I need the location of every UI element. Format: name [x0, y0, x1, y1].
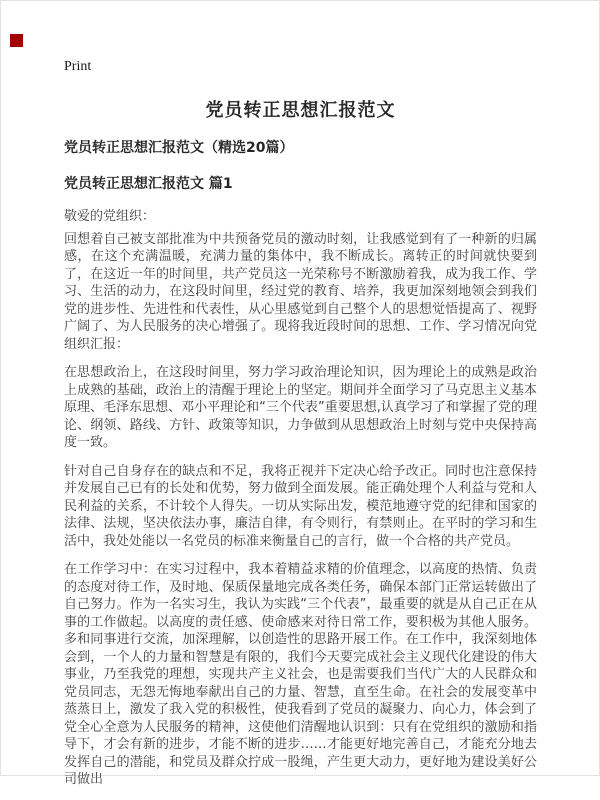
document-content [64, 96, 537, 800]
red-marker-icon [10, 34, 23, 47]
salutation: 敬爱的党组织： [64, 209, 156, 224]
paragraph-4: 在工作学习中：在实习过程中，我本着精益求精的价值理念，以高度的热情、负责的态度对待工作，及时地、保质保量地完成各类任务，确保本部门正常运转做出了自己努力。作为一名实习生，我认为实践“三个代表”，最重要的就是从自己正在从事的工作做起。以高度的责任感、使命感来对待日常工作，要积极为其他人服务。多和同事进行交流，加深理解，以创造性的思路开展工作。在工作中，我深刻地体会到，一个人的力量和智慧是有限的，我们今天要完成社会主义现代化建设的伟大事业，乃至我党的理想，实现共产主义社会，也是需要我们当代广大的人民群众和党员同志，无怨无悔地奉献出自己的力量、智慧，直至生命。在社会的发展变革中蒸蒸日上，激发了我入党的积极性，使我看到了党员的凝聚力、向心力，体会到了党全心全意为人民服务的精神，这使他们清醒地认识到：只有在党组织的激励和指导下，才会有新的进步，才能不断的进步……才能更好地完善自己，才能充分地去发挥自己的潜能，和党员及群众拧成一股绳，产生更大动力，更好地为建设美好公司做出 [64, 562, 537, 787]
print-button[interactable]: Print [64, 59, 92, 74]
paragraph-3: 针对自己自身存在的缺点和不足，我将正视并下定决心给予改正。同时也注意保持并发展自己已有的长处和优势，努力做到全面发展。能正确处理个人利益与党和人民利益的关系，不计较个人得失。一切从实际出发，模范地遵守党的纪律和国家的法律、法规，坚决依法办事，廉洁自律，有令则行，有禁则止。在平时的学习和生活中，我处处能以一名党员的标准来衡量自己的言行，做一个合格的共产党员。 [64, 463, 537, 549]
paragraph-2: 在思想政治上，在这段时间里，努力学习政治理论知识，因为理论上的成熟是政治上成熟的基础，政治上的清醒于理论上的坚定。期间并全面学习了马克思主义基本原理、毛泽东思想、邓小平理论和“三个代表”重要思想,认真学习了和掌握了党的理论、纲领、路线、方针、政策等知识，力争做到从思想政治上时刻与党中央保持高度一致。 [64, 365, 537, 450]
section-heading: 党员转正思想汇报范文 篇1 [64, 176, 233, 192]
page-title: 党员转正思想汇报范文 [205, 100, 396, 121]
document-subtitle: 党员转正思想汇报范文（精选20篇） [64, 140, 294, 156]
paragraph-1: 回想着自己被支部批准为中共预备党员的激动时刻，让我感觉到有了一种新的归属感，在这个充满温暖，充满力量的集体中，我不断成长。离转正的时间就快要到了，在这近一年的时间里，共产党员这一光荣称号不断激励着我，成为我工作、学习、生活的动力，在这段时间里，经过党的教育、培养，我更加深刻地领会到我们党的进步性、先进性和代表性，从心里感觉到自己整个人的思想觉悟提高了、视野广阔了、为人民服务的决心增强了。现将我近段时间的思想、工作、学习情况向党组织汇报： [64, 231, 537, 352]
